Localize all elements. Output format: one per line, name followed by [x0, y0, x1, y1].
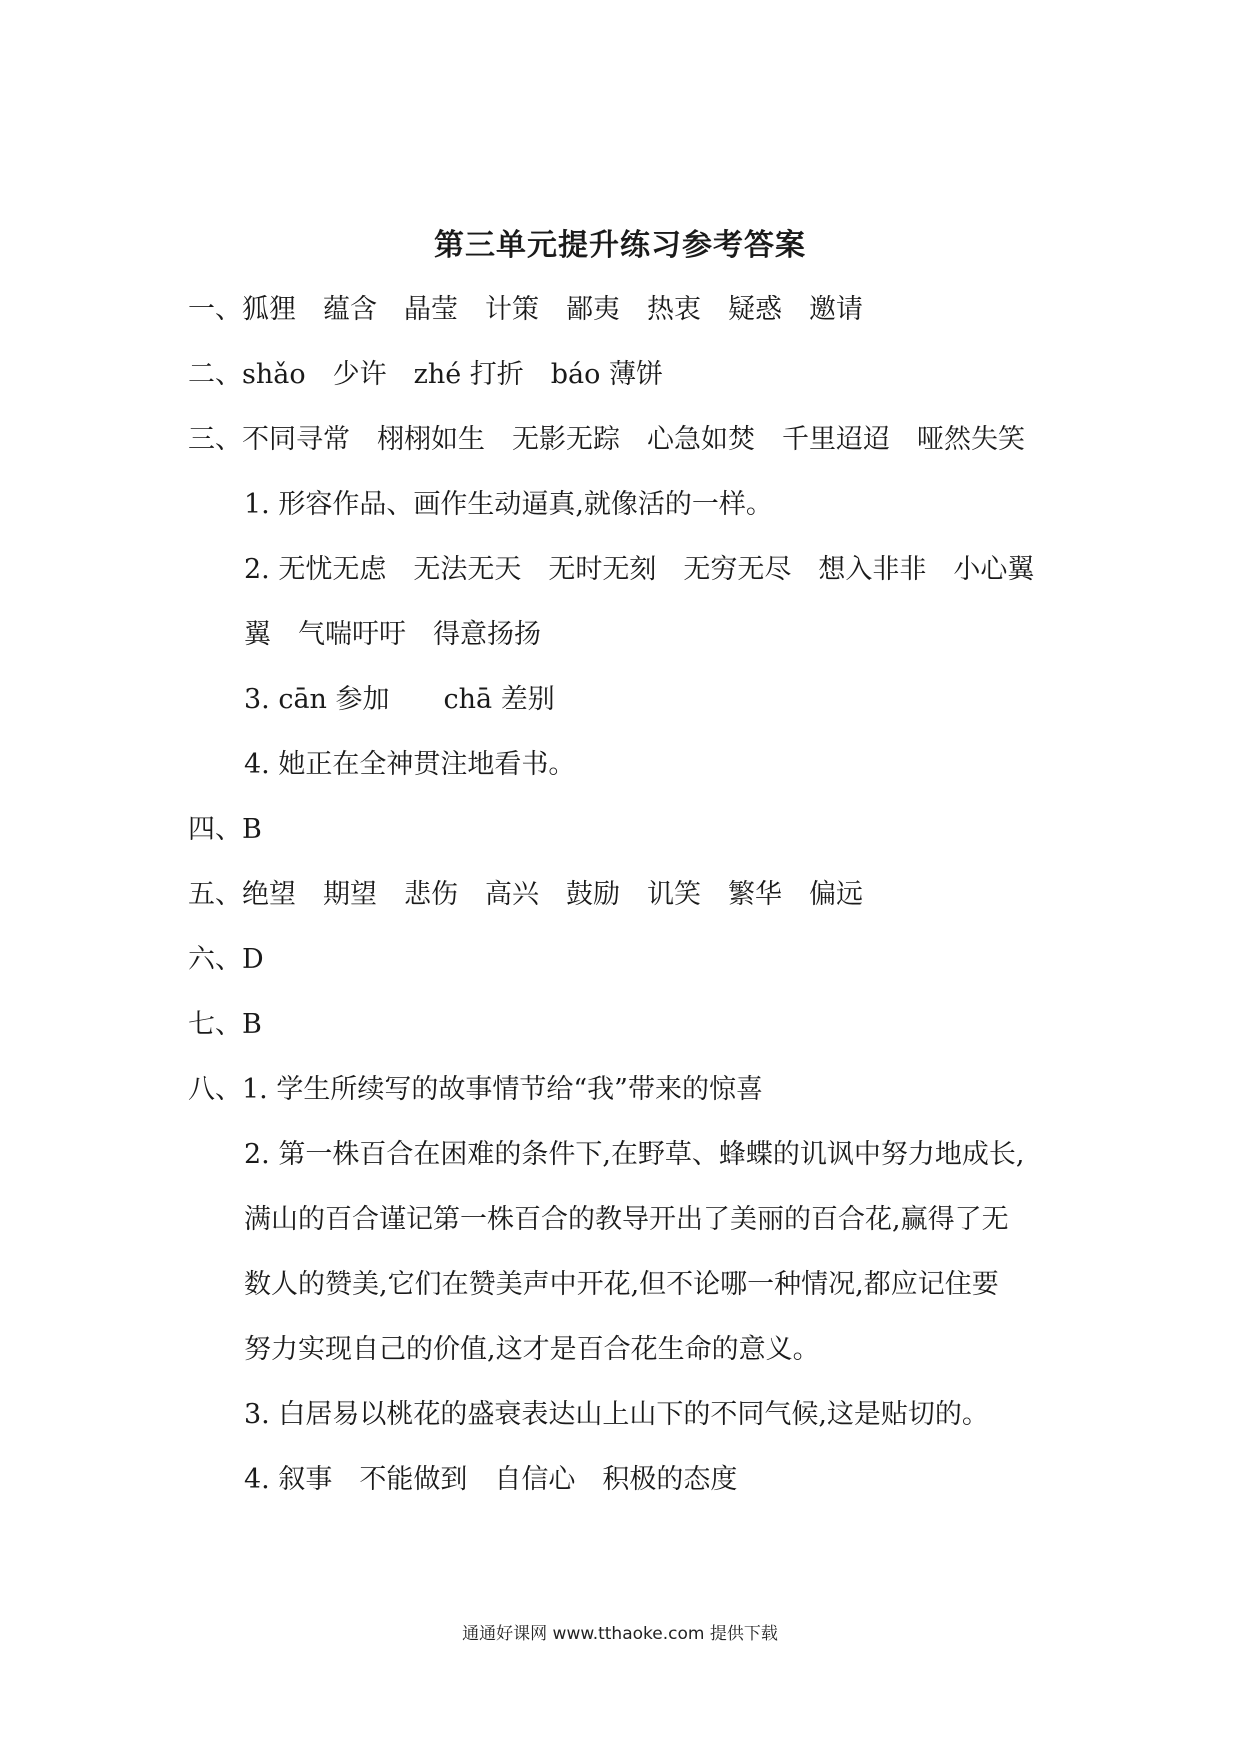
- answer-section-8-item-2: 2. 第一株百合在困难的条件下,在野草、蜂蝶的讥讽中努力地成长,: [244, 1139, 1025, 1170]
- answer-section-3: 三、不同寻常 栩栩如生 无影无踪 心急如焚 千里迢迢 哑然失笑: [188, 424, 1025, 455]
- answer-section-6: 六、D: [188, 944, 264, 975]
- answer-section-8-item-2-cont-2: 数人的赞美,它们在赞美声中开花,但不论哪一种情况,都应记住要: [244, 1269, 999, 1300]
- answer-section-4: 四、B: [188, 814, 262, 845]
- answer-section-7: 七、B: [188, 1009, 262, 1040]
- footer-source: 通通好课网 www.tthaoke.com 提供下载: [462, 1624, 778, 1644]
- answer-section-3-item-3: 3. cān 参加 chā 差别: [244, 684, 555, 715]
- answer-section-3-item-1: 1. 形容作品、画作生动逼真,就像活的一样。: [244, 489, 773, 520]
- answer-section-8-item-4: 4. 叙事 不能做到 自信心 积极的态度: [244, 1464, 738, 1495]
- answer-section-2: 二、shǎo 少许 zhé 打折 báo 薄饼: [188, 359, 663, 390]
- answer-section-1: 一、狐狸 蕴含 晶莹 计策 鄙夷 热衷 疑惑 邀请: [188, 294, 863, 325]
- answer-section-5: 五、绝望 期望 悲伤 高兴 鼓励 讥笑 繁华 偏远: [188, 879, 863, 910]
- answer-section-8-item-3: 3. 白居易以桃花的盛衰表达山上山下的不同气候,这是贴切的。: [244, 1399, 989, 1430]
- answer-section-3-item-2: 2. 无忧无虑 无法无天 无时无刻 无穷无尽 想入非非 小心翼: [244, 554, 1035, 585]
- answer-section-8-item-2-cont-1: 满山的百合谨记第一株百合的教导开出了美丽的百合花,赢得了无: [244, 1204, 1009, 1235]
- answer-section-3-item-4: 4. 她正在全神贯注地看书。: [244, 749, 576, 780]
- answer-section-8-item-1: 八、1. 学生所续写的故事情节给“我”带来的惊喜: [188, 1074, 763, 1105]
- answer-section-8-item-2-cont-3: 努力实现自己的价值,这才是百合花生命的意义。: [244, 1334, 820, 1365]
- page-title: 第三单元提升练习参考答案: [434, 228, 806, 263]
- answer-section-3-item-2-cont: 翼 气喘吁吁 得意扬扬: [244, 619, 541, 650]
